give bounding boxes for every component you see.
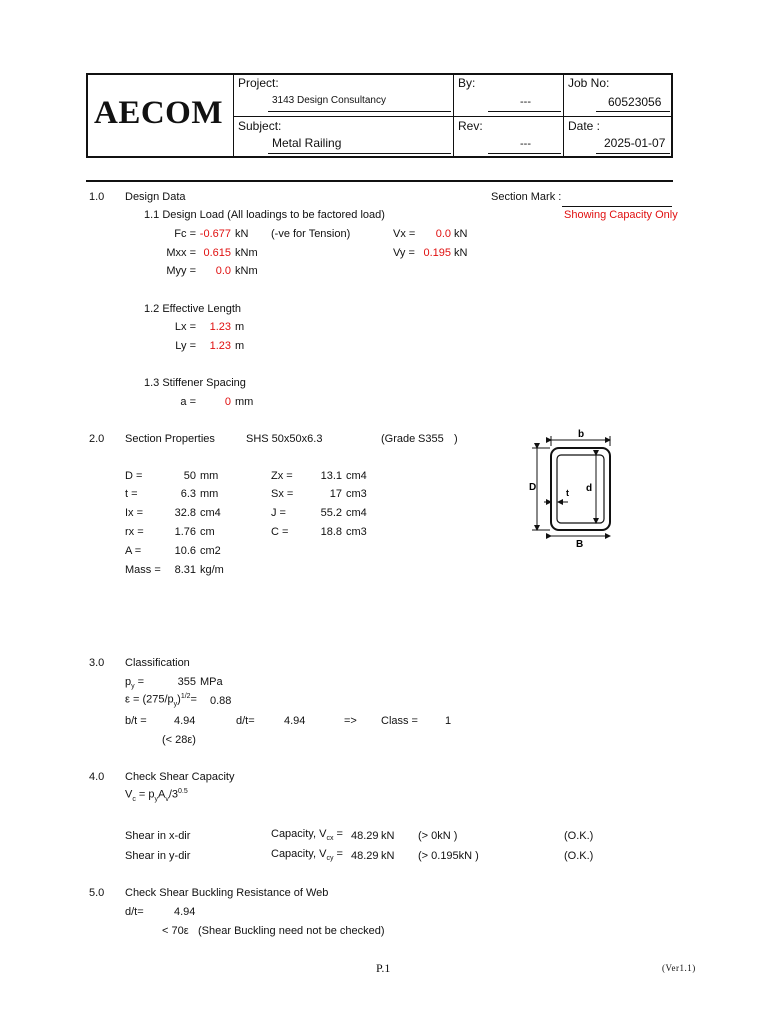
myy-unit: kNm xyxy=(235,265,258,277)
ly-value: 1.23 xyxy=(209,340,231,352)
section-designation: SHS 50x50x6.3 xyxy=(246,433,323,445)
fc-value: -0.677 xyxy=(199,228,231,240)
prop-label: C = xyxy=(271,526,289,538)
fc-unit: kN xyxy=(235,228,249,240)
project-value: 3143 Design Consultancy xyxy=(272,95,386,106)
prop-value: 8.31 xyxy=(174,564,196,576)
prop-label: A = xyxy=(125,545,142,557)
section-number: 2.0 xyxy=(89,433,105,445)
header-rule xyxy=(86,180,673,182)
prop-label: J = xyxy=(271,507,286,519)
vx-value: 0.0 xyxy=(435,228,451,240)
mxx-label: Mxx = xyxy=(166,247,196,259)
lx-unit: m xyxy=(235,321,245,333)
subject-label: Subject: xyxy=(238,119,282,133)
a-label: a = xyxy=(180,396,196,408)
class-label: Class = xyxy=(381,715,418,727)
vy-value: 0.195 xyxy=(423,247,451,259)
underline xyxy=(268,111,451,112)
vy-unit: kN xyxy=(454,247,468,259)
shear-capacity-value: 48.29 xyxy=(351,850,379,862)
prop-value: 50 xyxy=(183,470,196,482)
shear-capacity-value: 48.29 xyxy=(351,830,379,842)
shear-capacity-unit: kN xyxy=(381,830,395,842)
shear-condition: (> 0.195kN ) xyxy=(418,850,479,862)
showing-capacity-note: Showing Capacity Only xyxy=(564,209,678,221)
underline xyxy=(488,111,561,112)
underline xyxy=(488,153,561,154)
section-title: Check Shear Buckling Resistance of Web xyxy=(125,887,329,899)
section-mark-label: Section Mark : xyxy=(491,191,562,203)
prop-unit: kg/m xyxy=(200,564,224,576)
job-no-value: 60523056 xyxy=(608,95,662,109)
prop-value: 18.8 xyxy=(320,526,342,538)
section-title: Check Shear Capacity xyxy=(125,771,235,783)
shs-section-diagram xyxy=(520,425,620,550)
a-unit: mm xyxy=(235,396,254,408)
myy-label: Myy = xyxy=(166,265,196,277)
vx-label: Vx = xyxy=(393,228,416,240)
shear-capacity-unit: kN xyxy=(381,850,395,862)
rev-value: --- xyxy=(520,138,531,150)
prop-value: 6.3 xyxy=(180,488,196,500)
prop-value: 17 xyxy=(329,488,342,500)
dim-D: D xyxy=(529,482,537,493)
section-title: Section Properties xyxy=(125,433,215,445)
bt-limit: (< 28ε) xyxy=(162,734,196,746)
grade-open: (Grade xyxy=(381,433,416,445)
prop-label: rx = xyxy=(125,526,144,538)
lx-label: Lx = xyxy=(174,321,196,333)
shear-result: (O.K.) xyxy=(564,830,594,842)
underline xyxy=(596,111,670,112)
prop-label: t = xyxy=(125,488,138,500)
dim-b: b xyxy=(578,429,585,440)
bt-label: b/t = xyxy=(125,715,147,727)
shear-condition: (> 0kN ) xyxy=(418,830,458,842)
prop-label: Ix = xyxy=(125,507,144,519)
aecom-logo: AECOM xyxy=(94,95,223,131)
prop-label: Zx = xyxy=(271,470,293,482)
shear-row-label: Shear in y-dir xyxy=(125,850,191,862)
subsection-title: 1.2 Effective Length xyxy=(144,303,242,315)
epsilon-value: 0.88 xyxy=(210,695,232,707)
section-title: Classification xyxy=(125,657,190,669)
shear-row-label: Shear in x-dir xyxy=(125,830,191,842)
section-number: 5.0 xyxy=(89,887,105,899)
class-value: 1 xyxy=(445,715,452,727)
prop-value: 10.6 xyxy=(174,545,196,557)
lx-value: 1.23 xyxy=(209,321,231,333)
shear-buckling-note: (Shear Buckling need not be checked) xyxy=(198,925,385,937)
subsection-title: 1.3 Stiffener Spacing xyxy=(144,377,246,389)
dt-value: 4.94 xyxy=(284,715,306,727)
grade-close: ) xyxy=(454,433,458,445)
ly-label: Ly = xyxy=(175,340,196,352)
fc-label: Fc = xyxy=(174,228,196,240)
subsection-title: 1.1 Design Load (All loadings to be factored load) xyxy=(144,209,385,221)
job-no-label: Job No: xyxy=(568,76,610,90)
dt-value: 4.94 xyxy=(174,906,196,918)
page-number: P.1 xyxy=(376,961,391,975)
py-label: $p_y$ = xyxy=(125,676,145,691)
py-unit: MPa xyxy=(200,676,223,688)
vx-unit: kN xyxy=(454,228,468,240)
bt-value: 4.94 xyxy=(174,715,196,727)
section-number: 3.0 xyxy=(89,657,105,669)
prop-label: Sx = xyxy=(271,488,294,500)
section-title: Design Data xyxy=(125,191,186,203)
underline xyxy=(596,153,670,154)
dim-d: d xyxy=(586,483,593,494)
ly-unit: m xyxy=(235,340,245,352)
date-label: Date : xyxy=(568,119,601,133)
inner-wall xyxy=(557,455,604,523)
shear-capacity-label: Capacity, $V_{cy}$ = xyxy=(271,848,343,863)
version-label: (Ver1.1) xyxy=(662,963,696,973)
shear-capacity-label: Capacity, $V_{cx}$ = xyxy=(271,828,343,843)
grade-value: S355 xyxy=(418,433,444,445)
dim-B: B xyxy=(576,539,584,550)
a-value: 0 xyxy=(224,396,231,408)
rev-label: Rev: xyxy=(458,119,483,133)
prop-value: 32.8 xyxy=(174,507,196,519)
prop-value: 13.1 xyxy=(320,470,342,482)
prop-value: 1.76 xyxy=(174,526,196,538)
prop-unit: cm2 xyxy=(200,545,221,557)
outer-wall xyxy=(551,448,610,530)
project-label: Project: xyxy=(238,76,279,90)
by-value: --- xyxy=(520,96,531,108)
vy-label: Vy = xyxy=(393,247,415,259)
prop-label: D = xyxy=(125,470,143,482)
section-number: 4.0 xyxy=(89,771,105,783)
shear-result: (O.K.) xyxy=(564,850,594,862)
prop-unit: cm4 xyxy=(200,507,221,519)
prop-label: Mass = xyxy=(125,564,161,576)
dt-label: d/t= xyxy=(236,715,255,727)
shear-buckling-limit: < 70ε xyxy=(162,925,189,937)
prop-unit: cm3 xyxy=(346,526,367,538)
prop-unit: cm3 xyxy=(346,488,367,500)
dt-label: d/t= xyxy=(125,906,144,918)
mxx-unit: kNm xyxy=(235,247,258,259)
title-block-divider xyxy=(233,116,673,117)
epsilon-formula: $\varepsilon = (275/p_y)^{1/2}=$ xyxy=(125,693,197,708)
prop-value: 55.2 xyxy=(320,507,342,519)
section-mark-field xyxy=(562,206,672,207)
shear-formula: $V_c = p_yA_v/3^{0.5}$ xyxy=(125,788,188,803)
myy-value: 0.0 xyxy=(215,265,231,277)
py-value: 355 xyxy=(177,676,196,688)
arrow: => xyxy=(344,715,357,727)
prop-unit: cm4 xyxy=(346,507,367,519)
mxx-value: 0.615 xyxy=(203,247,231,259)
subject-value: Metal Railing xyxy=(272,136,342,150)
section-number: 1.0 xyxy=(89,191,105,203)
underline xyxy=(268,153,451,154)
fc-note: (-ve for Tension) xyxy=(271,228,351,240)
by-label: By: xyxy=(458,76,476,90)
prop-unit: mm xyxy=(200,470,219,482)
prop-unit: cm4 xyxy=(346,470,367,482)
dim-t: t xyxy=(566,488,569,498)
date-value: 2025-01-07 xyxy=(604,136,666,150)
prop-unit: mm xyxy=(200,488,219,500)
prop-unit: cm xyxy=(200,526,215,538)
